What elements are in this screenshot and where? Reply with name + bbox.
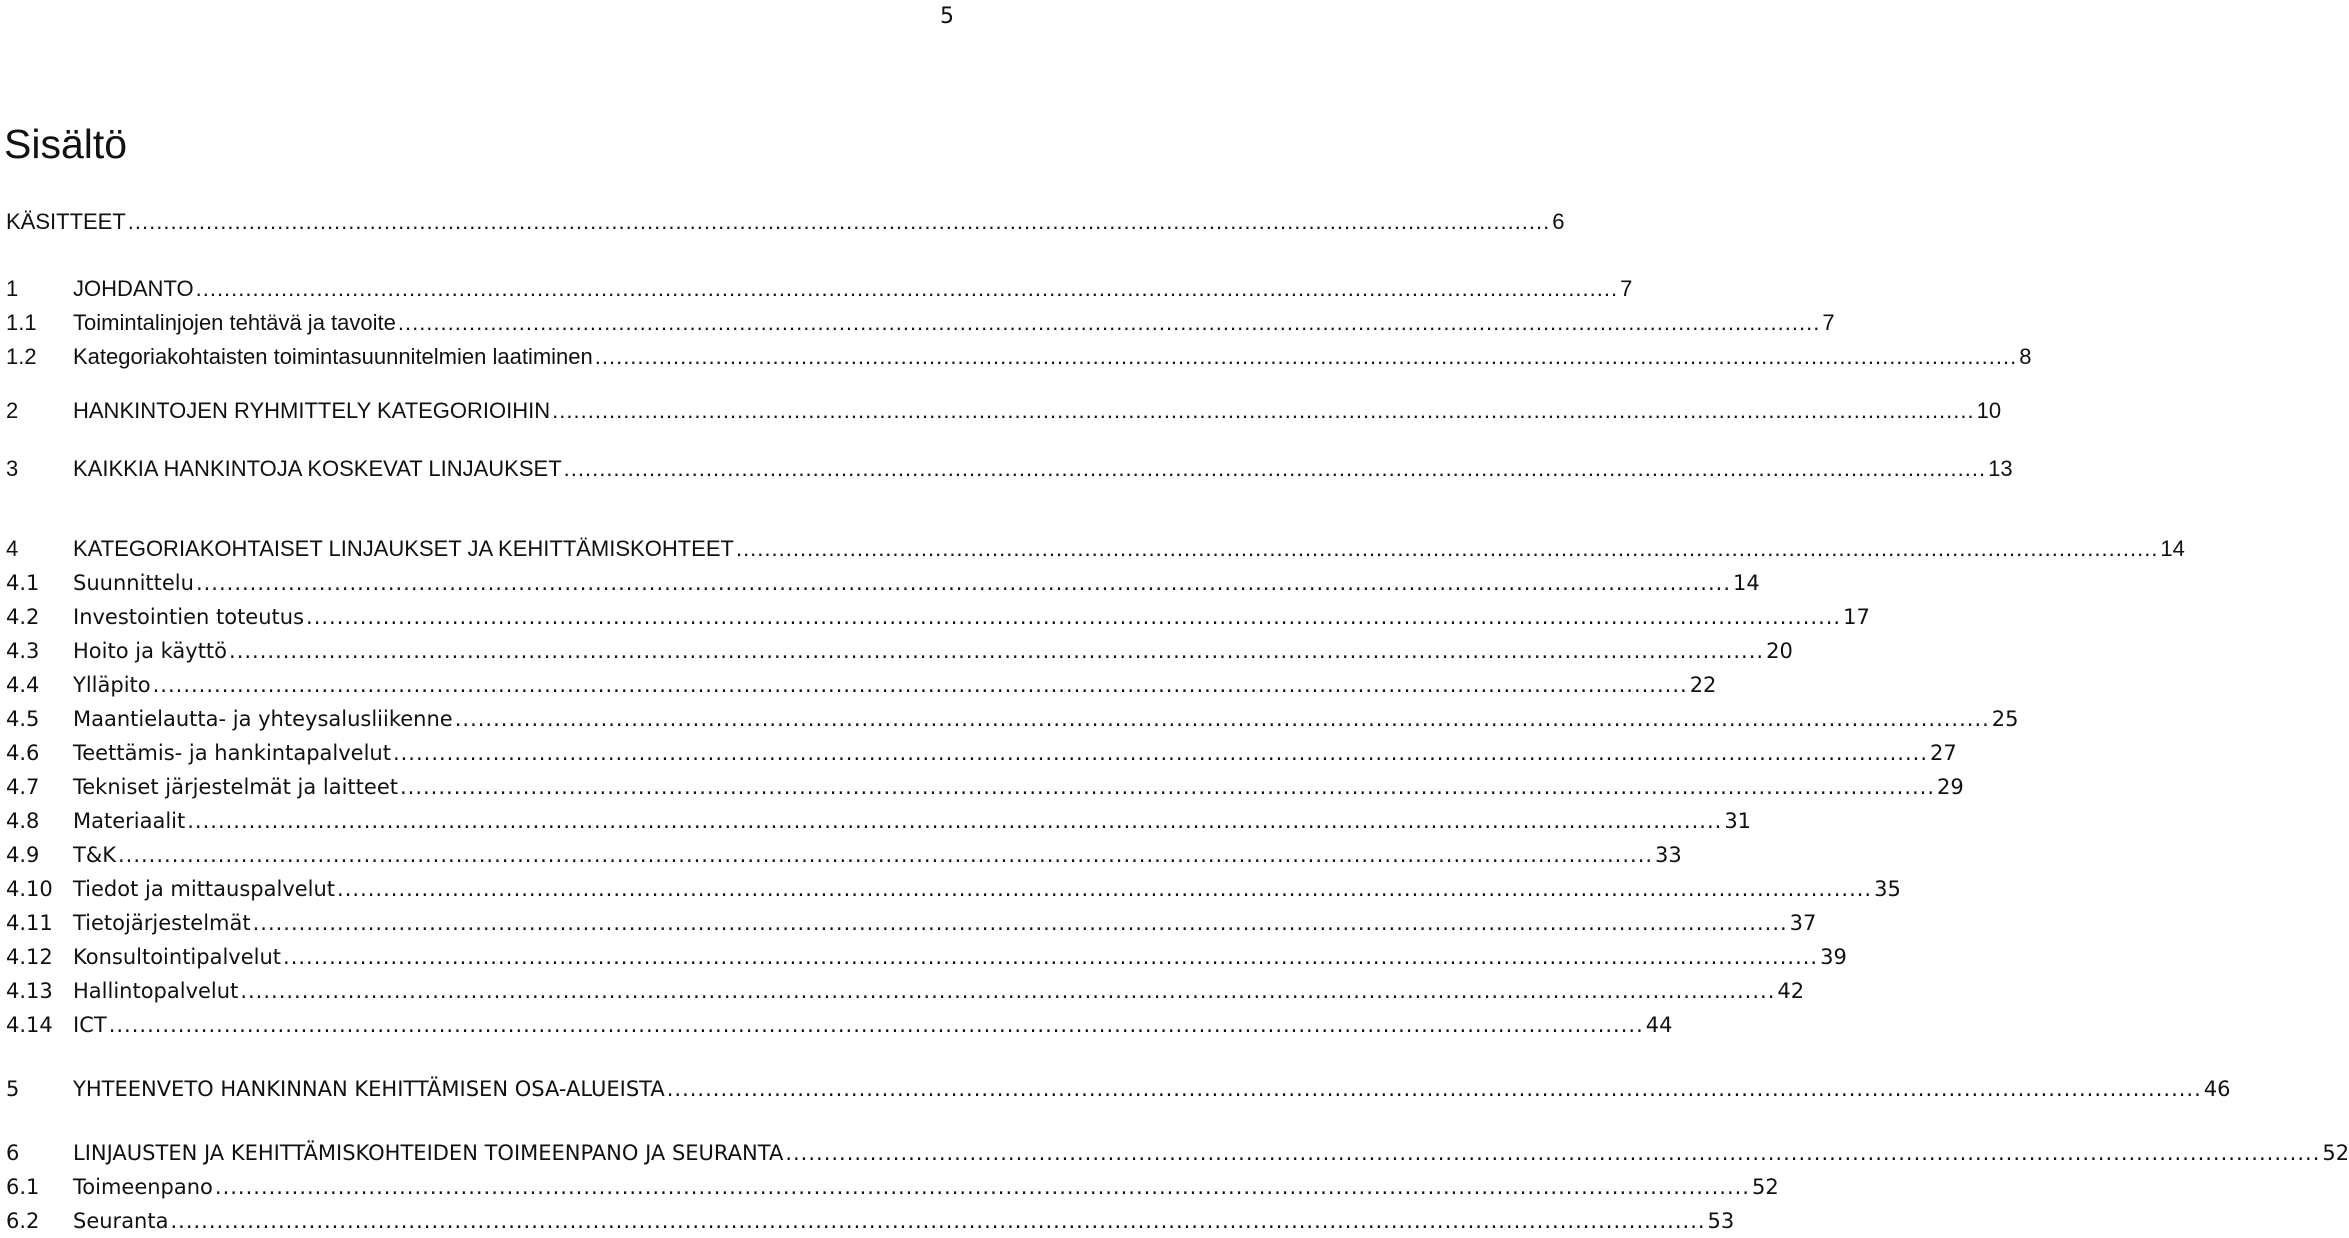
toc-entry-title: Toimintalinjojen tehtävä ja tavoite [73,310,396,335]
toc-entry-title: ICT [73,1013,107,1037]
toc-dot-leader: ........................................................................................................................................................................................................ [397,310,1821,335]
toc-dot-leader: ........................................................................................................................................................................................................ [735,536,2159,561]
toc-entry-page: 22 [1689,673,1717,697]
toc-entry-title: Tietojärjestelmät [73,911,251,935]
toc-entry[interactable] [6,838,1682,872]
toc-entry-title: Investointien toteutus [73,605,305,629]
toc-entry-page: 25 [1991,707,2019,731]
toc-dot-leader: ........................................................................................................................................................................................................ [195,571,1731,595]
toc-entry-page: 31 [1724,809,1752,833]
toc-entry-number: 4.14 [6,1013,53,1037]
toc-entry-number: 4.5 [6,707,40,731]
toc-entry-title: Hallintopalvelut [73,979,239,1003]
toc-entry-number: 6 [6,1141,20,1165]
toc-entry-title: Ylläpito [73,673,151,697]
toc-entry[interactable] [6,1204,1735,1238]
toc-dot-leader: ........................................................................................................................................................................................................ [117,843,1654,867]
toc-entry-title: Seuranta [73,1209,169,1233]
toc-entry-number: 4.2 [6,605,40,629]
toc-dot-leader: ........................................................................................................................................................................................................ [240,979,1776,1003]
toc-dot-leader: ........................................................................................................................................................................................................ [127,209,1551,234]
toc-entry-page: 42 [1777,979,1805,1003]
toc-entry-number: 6.1 [6,1175,40,1199]
toc-entry[interactable] [6,634,1793,668]
toc-entry[interactable] [6,940,1847,974]
toc-entry-title: Kategoriakohtaisten toimintasuunnitelmien laatiminen [73,344,593,369]
toc-entry-number: 4.1 [6,571,40,595]
toc-entry-number: 4.11 [6,911,53,935]
toc-entry-page: 6 [1552,209,1565,234]
toc-entry-number: 4.13 [6,979,53,1003]
toc-entry-title: LINJAUSTEN JA KEHITTÄMISKOHTEIDEN TOIMEENPANO JA SEURANTA [73,1141,784,1165]
toc-entry-title: Tiedot ja mittauspalvelut [73,877,336,901]
toc-entry-number: 5 [6,1077,20,1101]
toc-entry-number: 4.12 [6,945,53,969]
toc-entry-page: 33 [1655,843,1682,867]
toc-dot-leader: ........................................................................................................................................................................................................ [170,1209,1706,1233]
toc-entry[interactable] [6,804,1752,838]
toc-entry[interactable] [6,1136,2349,1170]
toc-entry[interactable] [6,600,1870,634]
toc-entry-title: Tekniset järjestelmät ja laitteet [73,775,398,799]
toc-entry-number: 4.6 [6,741,40,765]
toc-entry-number: 4.9 [6,843,40,867]
toc-entry-page: 53 [1707,1209,1735,1233]
toc-entry-title: Maantielautta- ja yhteysalusliikenne [73,707,453,731]
toc-entry[interactable] [6,272,1633,306]
toc-entry-page: 52 [1751,1175,1779,1199]
toc-entry[interactable] [6,1170,1779,1204]
toc-entry-title: Hoito ja käyttö [73,639,228,663]
toc-entry-number: 3 [6,456,19,481]
toc-dot-leader: ........................................................................................................................................................................................................ [108,1013,1644,1037]
toc-entry-page: 37 [1789,911,1817,935]
toc-entry-number: 4.10 [6,877,53,901]
toc-dot-leader: ........................................................................................................................................................................................................ [195,276,1619,301]
toc-entry[interactable] [6,205,1565,239]
toc-entry-page: 10 [1976,398,2002,423]
toc-entry[interactable] [6,566,1760,600]
toc-entry[interactable] [6,736,1957,770]
toc-entry-title: Teettämis- ja hankintapalvelut [73,741,391,765]
toc-entry-title: KÄSITTEET [6,209,126,234]
toc-dot-leader: ........................................................................................................................................................................................................ [187,809,1723,833]
toc-entry-number: 2 [6,398,19,423]
toc-entry-title: HANKINTOJEN RYHMITTELY KATEGORIOIHIN [73,398,551,423]
toc-dot-leader: ........................................................................................................................................................................................................ [229,639,1765,663]
toc-entry-number: 4 [6,536,19,561]
toc-dot-leader: ........................................................................................................................................................................................................ [454,707,1990,731]
toc-entry[interactable] [6,702,2019,736]
toc-entry-number: 4.7 [6,775,40,799]
toc-entry-page: 44 [1645,1013,1673,1037]
toc-entry-number: 1.2 [6,344,37,369]
toc-entry[interactable] [6,452,2013,486]
toc-entry[interactable] [6,306,1835,340]
toc-entry[interactable] [6,1008,1673,1042]
toc-entry-number: 6.2 [6,1209,40,1233]
toc-entry-number: 4.4 [6,673,40,697]
toc-dot-leader: ........................................................................................................................................................................................................ [337,877,1873,901]
toc-entry-page: 39 [1820,945,1847,969]
toc-entry-title: JOHDANTO [73,276,194,301]
toc-entry-page: 27 [1930,741,1957,765]
toc-entry-title: Materiaalit [73,809,186,833]
toc-entry-page: 13 [1988,456,2013,481]
toc-entry-title: Toimeenpano [73,1175,213,1199]
page-title: Sisältö [4,121,128,167]
toc-entry-title: KATEGORIAKOHTAISET LINJAUKSET JA KEHITTÄMISKOHTEET [73,536,734,561]
toc-entry-page: 14 [2160,536,2185,561]
toc-entry-page: 14 [1733,571,1760,595]
toc-entry[interactable] [6,668,1717,702]
toc-dot-leader: ........................................................................................................................................................................................................ [252,911,1788,935]
toc-entry-page: 20 [1766,639,1793,663]
toc-entry[interactable] [6,394,2002,428]
toc-entry[interactable] [6,340,2032,374]
toc-entry-number: 1 [6,276,19,301]
toc-dot-leader: ........................................................................................................................................................................................................ [785,1141,2321,1165]
toc-entry-title: Suunnittelu [73,571,194,595]
toc-entry-number: 4.8 [6,809,40,833]
toc-dot-leader: ........................................................................................................................................................................................................ [666,1077,2202,1101]
toc-dot-leader: ........................................................................................................................................................................................................ [152,673,1688,697]
toc-entry-page: 17 [1843,605,1870,629]
toc-dot-leader: ........................................................................................................................................................................................................ [399,775,1936,799]
toc-dot-leader: ........................................................................................................................................................................................................ [283,945,1819,969]
toc-entry-page: 46 [2203,1077,2231,1101]
toc-dot-leader: ........................................................................................................................................................................................................ [552,398,1975,423]
toc-entry-page: 52 [2322,1141,2349,1165]
toc-dot-leader: ........................................................................................................................................................................................................ [214,1175,1750,1199]
toc-entry-title: T&K [73,843,116,867]
toc-entry-page: 8 [2019,344,2032,369]
toc-dot-leader: ........................................................................................................................................................................................................ [306,605,1842,629]
toc-entry-number: 1.1 [6,310,37,335]
toc-entry[interactable] [6,532,2185,566]
page-number: 5 [940,4,954,29]
toc-entry-title: Konsultointipalvelut [73,945,282,969]
toc-entry-title: YHTEENVETO HANKINNAN KEHITTÄMISEN OSA-ALUEISTA [73,1077,665,1101]
toc-dot-leader: ........................................................................................................................................................................................................ [392,741,1929,765]
toc-entry[interactable] [6,906,1817,940]
toc-entry[interactable] [6,974,1805,1008]
toc-entry[interactable] [6,872,1901,906]
toc-entry[interactable] [6,770,1964,804]
toc-entry[interactable] [6,1072,2231,1106]
toc-entry-title: KAIKKIA HANKINTOJA KOSKEVAT LINJAUKSET [73,456,562,481]
toc-entry-page: 35 [1874,877,1901,901]
toc-entry-page: 29 [1937,775,1964,799]
toc-dot-leader: ........................................................................................................................................................................................................ [563,456,1987,481]
toc-entry-page: 7 [1822,310,1835,335]
toc-dot-leader: ........................................................................................................................................................................................................ [594,344,2018,369]
toc-entry-number: 4.3 [6,639,40,663]
toc-entry-page: 7 [1620,276,1633,301]
